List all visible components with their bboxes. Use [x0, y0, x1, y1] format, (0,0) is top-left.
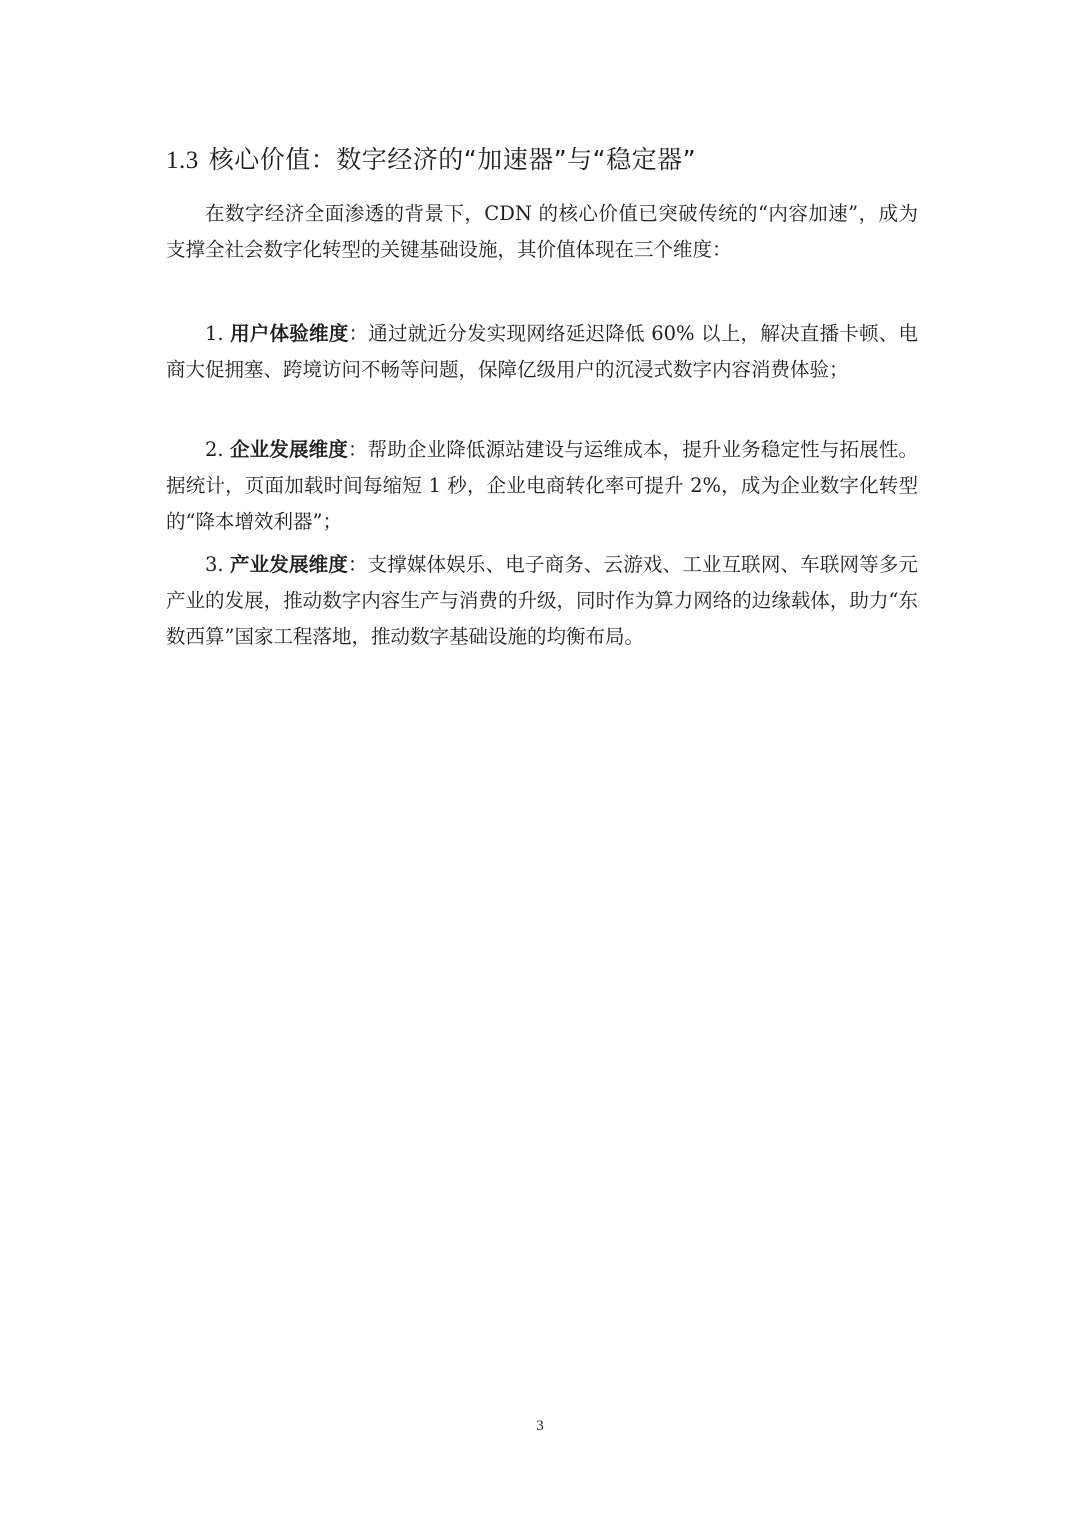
item-label: 产业发展维度 [229, 553, 348, 576]
item-prefix: 2. [205, 438, 230, 461]
item-label: 用户体验维度 [230, 322, 349, 345]
section-heading [166, 140, 926, 181]
section-title: 核心价值：数字经济的“加速器”与“稳定器” [208, 145, 697, 174]
list-item [166, 316, 918, 388]
list-item [166, 547, 918, 655]
list-item [166, 432, 918, 540]
item-text: ：支撑媒体娱乐、电子商务、云游戏、工业互联网、车联网等多元产业的发展，推动数字内容生产与消费的升级，同时作为算力网络的边缘载体，助力“东数西算”国家工程落地，推动数字基础设施的均衡布局。 [166, 553, 918, 648]
item-prefix: 1. [205, 322, 231, 345]
intro-paragraph: 在数字经济全面渗透的背景下，CDN 的核心价值已突破传统的“内容加速”，成为支撑全社会数字化转型的关键基础设施，其价值体现在三个维度： [166, 202, 918, 261]
item-label: 企业发展维度 [229, 438, 348, 461]
item-prefix: 3. [205, 553, 230, 576]
page-number: 3 [536, 1418, 544, 1434]
item-text: ：帮助企业降低源站建设与运维成本，提升业务稳定性与拓展性。据统计，页面加载时间每缩短 1 秒，企业电商转化率可提升 2%，成为企业数字化转型的“降本增效利器”； [166, 438, 918, 533]
item-text: ：通过就近分发实现网络延迟降低 60% 以上，解决直播卡顿、电商大促拥塞、跨境访问不畅等问题，保障亿级用户的沉浸式数字内容消费体验； [166, 322, 918, 381]
section-number: 1.3 [166, 147, 199, 174]
